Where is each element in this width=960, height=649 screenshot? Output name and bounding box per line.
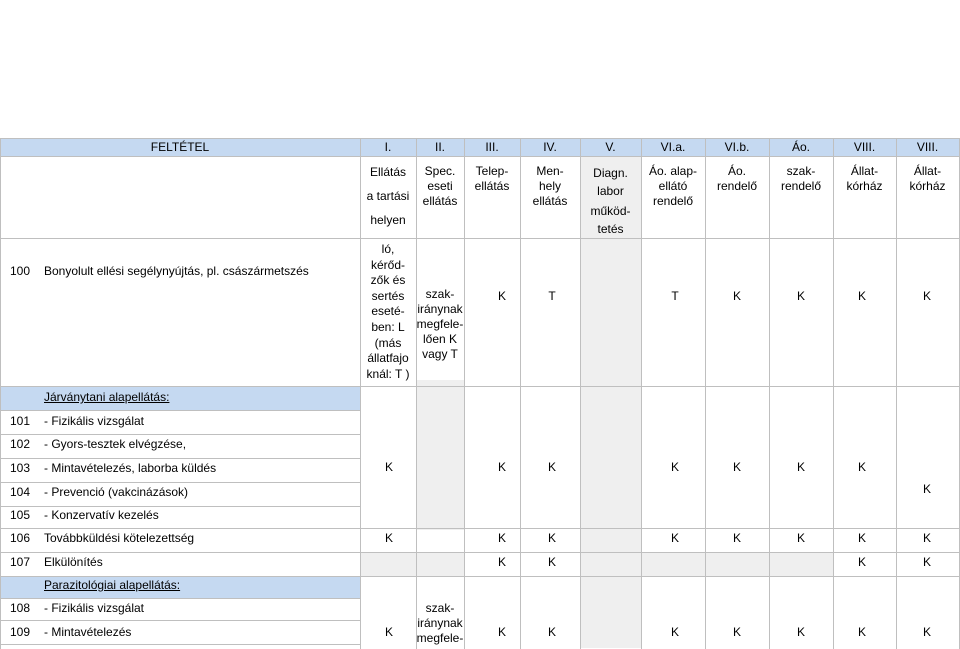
section1-title: Járványtani alapellátás:: [44, 390, 170, 404]
row103-label: - Mintavételezés, laborba küldés: [44, 461, 217, 475]
col-header-6: VI.a.: [660, 140, 686, 154]
row109-c4-mark: K: [547, 625, 556, 639]
section2-title: Parazitológiai alapellátás:: [44, 578, 181, 592]
block1-c10-mark: K: [922, 482, 931, 496]
block1-c6-mark: K: [670, 460, 679, 474]
row109-c8-mark: K: [796, 625, 805, 639]
row107-c2-bg: [416, 552, 464, 576]
subheader-c5: Diagn. labor működ- tetés: [590, 166, 631, 236]
row106-c1-mark: K: [384, 531, 393, 545]
row107-c6-bg: [641, 552, 705, 576]
row107-c9-mark: K: [857, 555, 866, 569]
subheader-c4: Men- hely ellátás: [532, 164, 568, 208]
col-header-10: VIII.: [916, 140, 939, 154]
subheader-c1: Ellátás a tartási helyen: [366, 165, 410, 227]
row108-num: 108: [10, 601, 31, 615]
feltetel-header: FELTÉTEL: [150, 140, 210, 154]
subheader-c10: Állat- kórház: [909, 164, 946, 193]
row101-num: 101: [10, 414, 31, 428]
row107-c10-mark: K: [922, 555, 931, 569]
row107-c8-bg: [769, 552, 833, 576]
row106-c10-mark: K: [922, 531, 931, 545]
row100-c3-mark: K: [497, 289, 506, 303]
row109-c7-mark: K: [732, 625, 741, 639]
row100-num: 100: [10, 264, 31, 278]
block2-c2: szak- iránynak megfele-: [416, 601, 464, 645]
subheader-c3: Telep- ellátás: [474, 164, 510, 193]
block1-c3-mark: K: [497, 460, 506, 474]
row107-c4-mark: K: [547, 555, 556, 569]
row106-c3-mark: K: [497, 531, 506, 545]
block1-c9-mark: K: [857, 460, 866, 474]
row107-label: Elkülönítés: [44, 555, 103, 569]
row105-label: - Konzervatív kezelés: [44, 508, 159, 522]
row109-c10-mark: K: [922, 625, 931, 639]
col-header-1: I.: [384, 140, 392, 154]
row100-c4-mark: T: [548, 289, 556, 303]
block1-c7-mark: K: [732, 460, 741, 474]
row100-c10-mark: K: [922, 289, 931, 303]
subheader-c2: Spec. eseti ellátás: [422, 164, 458, 208]
row106-c8-mark: K: [796, 531, 805, 545]
row107-c7-bg: [705, 552, 769, 576]
row102-label: - Gyors-tesztek elvégzése,: [44, 437, 187, 451]
col-header-5: V.: [605, 140, 616, 154]
row109-c1-mark: K: [384, 625, 393, 639]
row107-c1-bg: [360, 552, 416, 576]
row106-c4-mark: K: [547, 531, 556, 545]
row100-c1: ló, kérőd- zők és sertés eseté- ben: L (más állatfajo knál: T ): [366, 242, 410, 381]
row106-num: 106: [10, 531, 31, 545]
row109-c3-mark: K: [497, 625, 506, 639]
col-header-9: VIII.: [853, 140, 876, 154]
row100-c7-mark: K: [732, 289, 741, 303]
row100-c2: szak- iránynak megfele- lően K vagy T: [416, 287, 464, 361]
row100-c8-mark: K: [796, 289, 805, 303]
row101-label: - Fizikális vizsgálat: [44, 414, 145, 428]
row105-num: 105: [10, 508, 31, 522]
col-header-8: Áo.: [791, 140, 810, 154]
row100-c6-mark: T: [671, 289, 679, 303]
row104-label: - Prevenció (vakcinázások): [44, 485, 189, 499]
row106-label: Továbbküldési kötelezettség: [44, 531, 195, 545]
row100-c2-bg: [416, 380, 464, 530]
row109-num: 109: [10, 625, 31, 639]
subheader-c7: Áo. rendelő: [716, 164, 758, 193]
row107-c3-mark: K: [497, 555, 506, 569]
row106-c7-mark: K: [732, 531, 741, 545]
row108-label: - Fizikális vizsgálat: [44, 601, 145, 615]
col-header-7: VI.b.: [724, 140, 750, 154]
row102-num: 102: [10, 437, 31, 451]
row107-num: 107: [10, 555, 31, 569]
diagn-column-bg-2: [580, 238, 641, 648]
row103-num: 103: [10, 461, 31, 475]
col-header-3: III.: [485, 140, 499, 154]
col-header-4: IV.: [543, 140, 557, 154]
subheader-c8: szak- rendelő: [780, 164, 822, 193]
block1-c1-mark: K: [384, 460, 393, 474]
row106-c6-mark: K: [670, 531, 679, 545]
subheader-c6: Áo. alap- ellátó rendelő: [648, 164, 698, 208]
block1-c4-mark: K: [547, 460, 556, 474]
row100-label: Bonyolult ellési segélynyújtás, pl. császármetszés: [44, 264, 309, 278]
subheader-c9: Állat- kórház: [846, 164, 883, 193]
row109-label: - Mintavételezés: [44, 625, 132, 639]
row109-c6-mark: K: [670, 625, 679, 639]
col-header-2: II.: [434, 140, 445, 154]
row104-num: 104: [10, 485, 31, 499]
row109-c9-mark: K: [857, 625, 866, 639]
row100-c9-mark: K: [857, 289, 866, 303]
block1-c8-mark: K: [796, 460, 805, 474]
row106-c9-mark: K: [857, 531, 866, 545]
